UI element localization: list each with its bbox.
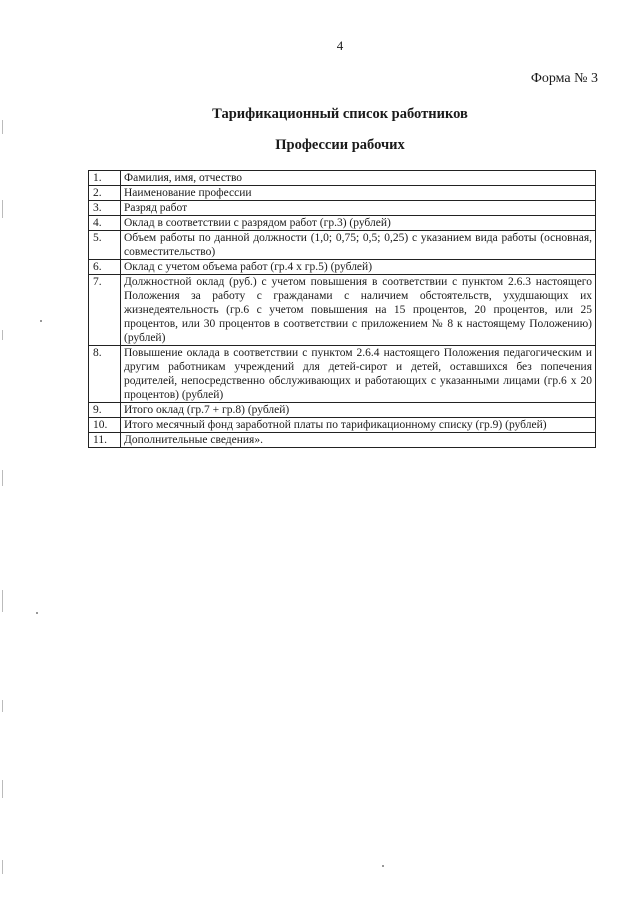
table-row xyxy=(89,418,596,433)
row-text: Оклад в соответствии с разрядом работ (гр.3) (рублей) xyxy=(121,216,596,231)
scan-speck xyxy=(382,865,384,867)
table-row xyxy=(89,201,596,216)
row-text: Оклад с учетом объема работ (гр.4 х гр.5) (рублей) xyxy=(121,260,596,275)
form-label: Форма № 3 xyxy=(530,71,598,86)
row-text: Наименование профессии xyxy=(121,186,596,201)
row-number: 2. xyxy=(89,186,121,201)
row-text: Дополнительные сведения». xyxy=(121,433,596,448)
row-text: Повышение оклада в соответствии с пунктом 2.6.4 настоящего Положения педагогическим и другим работникам учреждений для детей-сирот и детей, оставшихся без попечения родителей, непосредственно обслуживающих и работающих с указанными лицами (гр.6 х 20 процентов) (рублей) xyxy=(121,346,596,403)
table-row xyxy=(89,216,596,231)
row-number: 10. xyxy=(89,418,121,433)
table-row xyxy=(89,275,596,346)
row-text: Фамилия, имя, отчество xyxy=(121,171,596,186)
fields-table xyxy=(88,170,596,448)
document-title: Тарификационный список работников xyxy=(212,106,468,122)
table-row xyxy=(89,186,596,201)
row-number: 7. xyxy=(89,275,121,346)
row-number: 5. xyxy=(89,231,121,260)
table-row xyxy=(89,346,596,403)
row-number: 11. xyxy=(89,433,121,448)
row-number: 1. xyxy=(89,171,121,186)
row-text: Должностной оклад (руб.) с учетом повышения в соответствии с пунктом 2.6.3 настоящего Положения за работу с гражданами с наличием обстоятельств, ухудшающих их жизнедеятельность (гр.6 с учетом повышения на 15 процентов, 20 процентов, или 25 процентов, или 30 процентов в соответствии с приложением № 8 к настоящему Положению) (рублей) xyxy=(121,275,596,346)
scan-speck xyxy=(40,320,42,322)
scan-speck xyxy=(36,612,38,614)
table-row xyxy=(89,231,596,260)
row-number: 9. xyxy=(89,403,121,418)
document-subtitle: Профессии рабочих xyxy=(275,137,405,153)
table-row xyxy=(89,260,596,275)
row-text: Итого оклад (гр.7 + гр.8) (рублей) xyxy=(121,403,596,418)
row-text: Объем работы по данной должности (1,0; 0,75; 0,5; 0,25) с указанием вида работы (основная, совместительство) xyxy=(121,231,596,260)
row-text: Разряд работ xyxy=(121,201,596,216)
row-number: 4. xyxy=(89,216,121,231)
page-number: 4 xyxy=(336,38,344,53)
row-number: 3. xyxy=(89,201,121,216)
row-number: 8. xyxy=(89,346,121,403)
table-row xyxy=(89,403,596,418)
row-text: Итого месячный фонд заработной платы по тарификационному списку (гр.9) (рублей) xyxy=(121,418,596,433)
row-number: 6. xyxy=(89,260,121,275)
table-row xyxy=(89,433,596,448)
table-row xyxy=(89,171,596,186)
